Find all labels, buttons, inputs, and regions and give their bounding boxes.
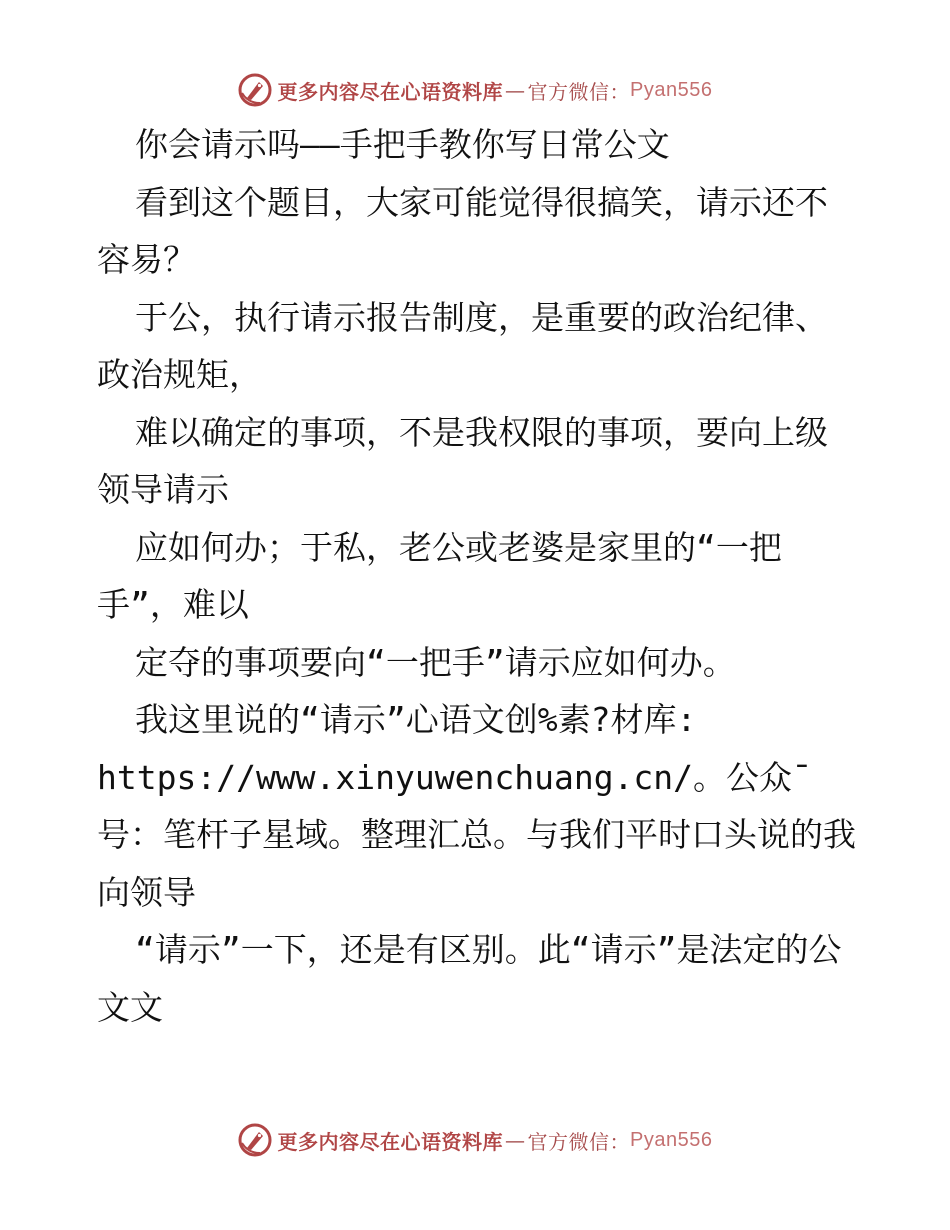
header-banner[interactable] <box>0 70 950 110</box>
footer-banner[interactable] <box>0 1120 950 1160</box>
paragraph: 难以确定的事项，不是我权限的事项，要向上级领导请示 <box>97 412 828 509</box>
document-body <box>97 116 857 1036</box>
paragraph: 定夺的事项要向“一把手”请示应如何办。 <box>135 642 736 682</box>
banner-separator: — <box>505 1128 526 1152</box>
banner-wechat-label: 官方微信： <box>527 79 631 104</box>
paragraph: “请示”一下，还是有区别。此“请示”是法定的公文文 <box>97 930 842 1027</box>
banner-text: 更多内容尽在心语资料库 <box>277 79 504 104</box>
paragraph-url: https://www.xinyuwenchuang.cn/。公众¯号：笔杆子星域。整理汇总。与我们平时口头说的我向领导 <box>97 757 856 912</box>
paragraph: 于公，执行请示报告制度，是重要的政治纪律、政治规矩， <box>97 297 828 394</box>
pen-nib-logo-icon <box>238 1123 272 1157</box>
paragraph: 应如何办；于私，老公或老婆是家里的“一把手”，难以 <box>97 527 782 624</box>
banner-text: 更多内容尽在心语资料库 <box>277 1129 504 1154</box>
paragraph: 我这里说的“请示”心语文创%素?材库: <box>135 700 697 739</box>
banner-wechat-label: 官方微信： <box>527 1129 631 1154</box>
pen-nib-logo-icon <box>238 73 272 107</box>
banner-wechat-id: Pyan556 <box>630 78 713 101</box>
banner-separator: — <box>505 78 526 102</box>
document-title: 你会请示吗——手把手教你写日常公文 <box>135 125 670 164</box>
paragraph: 看到这个题目，大家可能觉得很搞笑，请示还不容易？ <box>97 182 828 279</box>
banner-wechat-id: Pyan556 <box>630 1128 713 1151</box>
